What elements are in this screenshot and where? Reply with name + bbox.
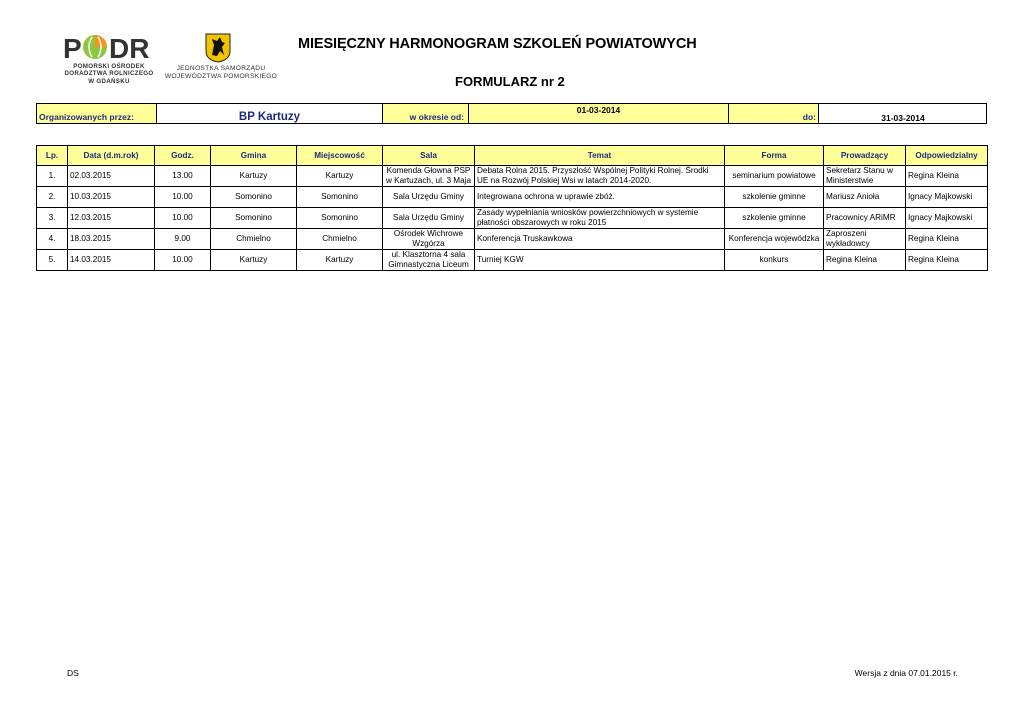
cell-locality: Kartuzy	[297, 250, 383, 271]
column-header: Miejscowość	[297, 146, 383, 166]
training-schedule-table	[36, 145, 988, 271]
column-header: Sala	[383, 146, 475, 166]
cell-commune: Somonino	[211, 208, 297, 229]
cell-lp: 5.	[37, 250, 68, 271]
period-label-cell: w okresie od:	[383, 104, 469, 123]
column-header: Godz.	[155, 146, 211, 166]
table-row	[37, 166, 988, 187]
cell-commune: Kartuzy	[211, 166, 297, 187]
column-header: Data (d.m.rok)	[68, 146, 155, 166]
table-row	[37, 187, 988, 208]
cell-room: Komenda Głowna PSP w Kartuzach, ul. 3 Maja	[383, 166, 475, 187]
organizer-cell: BP Kartuzy	[157, 104, 383, 123]
cell-time: 9.00	[155, 229, 211, 250]
podr-logo-subtext: POMORSKI OŚRODEK DORADZTWA ROLNICZEGO W GDAŃSKU	[64, 63, 154, 85]
cell-locality: Kartuzy	[297, 166, 383, 187]
cell-form: szkolenie gminne	[725, 187, 824, 208]
cell-lecturer: Mariusz Anioła	[824, 187, 906, 208]
footer-initials: DS	[67, 668, 79, 678]
cell-room: Sala Urzędu Gminy	[383, 187, 475, 208]
to-date-cell: 31-03-2014	[881, 113, 925, 123]
cell-date: 14.03.2015	[68, 250, 155, 271]
cell-lp: 2.	[37, 187, 68, 208]
podr-logo-mark	[63, 33, 155, 61]
cell-room: ul. Klasztorna 4 sala Gimnastyczna Liceum	[383, 250, 475, 271]
form-number: FORMULARZ nr 2	[455, 74, 565, 89]
cell-locality: Somonino	[297, 208, 383, 229]
svg-text:DR: DR	[109, 33, 150, 61]
cell-responsible: Regina Kleina	[906, 229, 988, 250]
cell-room: Ośrodek Wichrowe Wzgórza	[383, 229, 475, 250]
cell-form: seminarium powiatowe	[725, 166, 824, 187]
cell-time: 10.00	[155, 187, 211, 208]
cell-lecturer: Regina Kleina	[824, 250, 906, 271]
regional-government-logo-subtext: JEDNOSTKA SAMORZĄDU WOJEWÓDZTWA POMORSKIEGO	[164, 65, 278, 80]
cell-time: 13.00	[155, 166, 211, 187]
page-title: MIESIĘCZNY HARMONOGRAM SZKOLEŃ POWIATOWYCH	[298, 36, 697, 52]
cell-responsible: Ignacy Majkowski	[906, 187, 988, 208]
cell-lecturer: Zaproszeni wykładowcy	[824, 229, 906, 250]
cell-lp: 4.	[37, 229, 68, 250]
cell-commune: Somonino	[211, 187, 297, 208]
column-header: Forma	[725, 146, 824, 166]
cell-commune: Kartuzy	[211, 250, 297, 271]
column-header: Odpowiedzialny	[906, 146, 988, 166]
cell-topic: Zasady wypełniania wniosków powierzchniowych w systemie płatności obszarowych w roku 2015	[475, 208, 725, 229]
cell-topic: Konferencja Truskawkowa	[475, 229, 725, 250]
table-row	[37, 229, 988, 250]
cell-date: 18.03.2015	[68, 229, 155, 250]
cell-locality: Somonino	[297, 187, 383, 208]
cell-lp: 3.	[37, 208, 68, 229]
cell-topic: Integrowana ochrona w uprawie zbóż.	[475, 187, 725, 208]
griffin-crest-icon	[205, 33, 231, 63]
cell-responsible: Regina Kleina	[906, 166, 988, 187]
cell-form: Konferencja wojewódzka	[725, 229, 824, 250]
table-row	[37, 250, 988, 271]
cell-room: Sala Urzędu Gminy	[383, 208, 475, 229]
cell-lecturer: Pracownicy ARiMR	[824, 208, 906, 229]
cell-lp: 1.	[37, 166, 68, 187]
table-row	[37, 208, 988, 229]
organizer-header	[36, 103, 987, 124]
podr-logo	[63, 33, 155, 87]
column-header: Temat	[475, 146, 725, 166]
cell-date: 02.03.2015	[68, 166, 155, 187]
cell-responsible: Ignacy Majkowski	[906, 208, 988, 229]
column-header: Lp.	[37, 146, 68, 166]
svg-text:P: P	[63, 33, 82, 61]
column-header: Prowadzący	[824, 146, 906, 166]
cell-lecturer: Sekretarz Stanu w Ministerstwie	[824, 166, 906, 187]
table-header-row	[37, 146, 988, 166]
cell-time: 10.00	[155, 208, 211, 229]
organized-by-cell: Organizowanych przez:	[37, 104, 157, 123]
cell-form: szkolenie gminne	[725, 208, 824, 229]
cell-date: 10.03.2015	[68, 187, 155, 208]
regional-government-logo	[158, 33, 284, 87]
cell-responsible: Regina Kleina	[906, 250, 988, 271]
cell-time: 10.00	[155, 250, 211, 271]
footer-version: Wersja z dnia 07.01.2015 r.	[854, 668, 958, 678]
cell-form: konkurs	[725, 250, 824, 271]
cell-locality: Chmielno	[297, 229, 383, 250]
cell-topic: Debata Rolna 2015. Przyszłość Wspólnej Polityki Rolnej. Środki UE na Rozwój Polskiej Wsi w latach 2014-2020.	[475, 166, 725, 187]
to-label-cell: do:	[729, 104, 819, 123]
cell-date: 12.03.2015	[68, 208, 155, 229]
cell-commune: Chmielno	[211, 229, 297, 250]
cell-topic: Turniej KGW	[475, 250, 725, 271]
column-header: Gmina	[211, 146, 297, 166]
from-date-cell: 01-03-2014	[469, 104, 729, 123]
